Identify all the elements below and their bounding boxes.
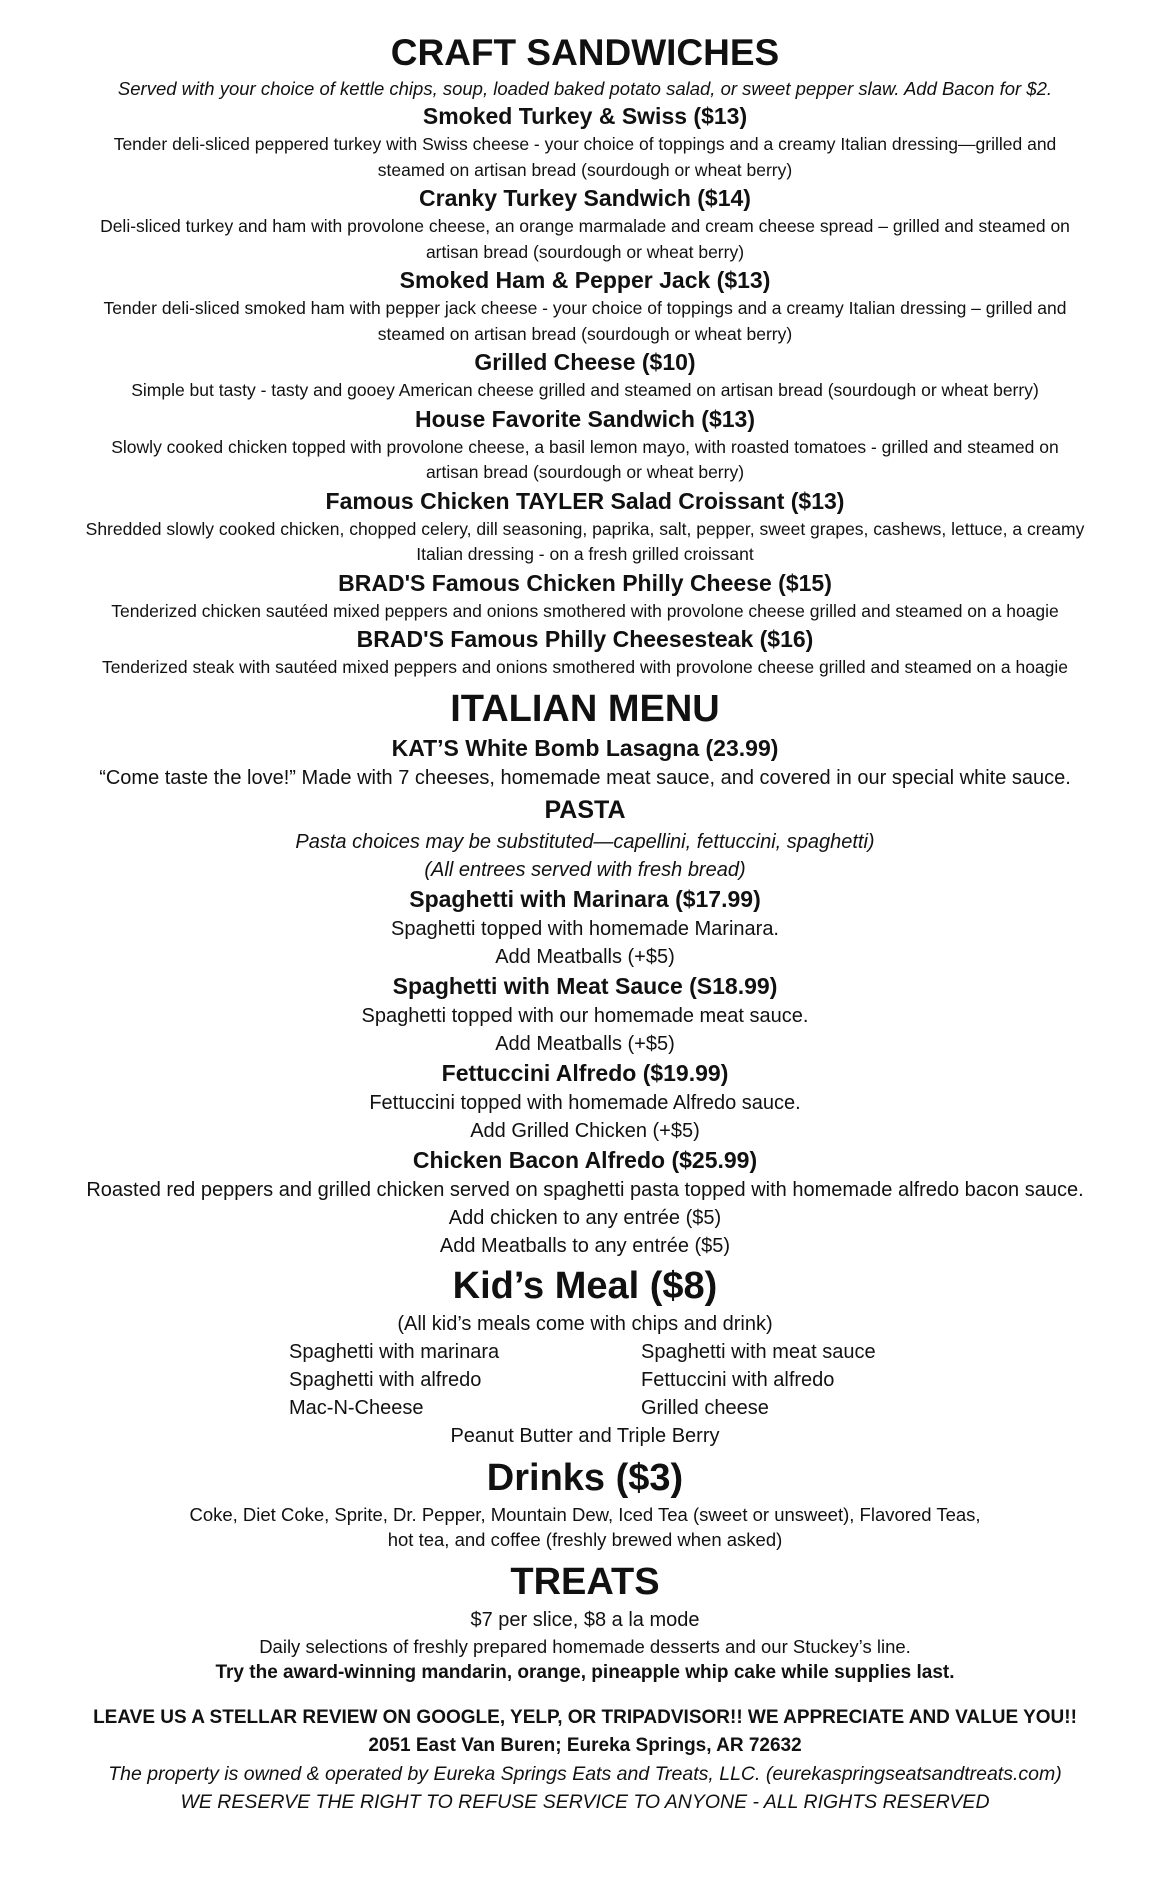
pasta-dish-line: Add Meatballs (+$5): [495, 1032, 675, 1055]
sandwich-description: artisan bread (sourdough or wheat berry): [425, 241, 745, 262]
treats-promo: Try the award-winning mandarin, orange, pineapple whip cake while supplies last.: [215, 1661, 955, 1683]
kids-option-last: Peanut Butter and Triple Berry: [450, 1424, 720, 1447]
kids-meal-note: (All kid’s meals come with chips and drink): [397, 1312, 773, 1335]
pasta-dish-line: Spaghetti topped with our homemade meat sauce.: [361, 1004, 809, 1027]
pasta-dish-line: Add Meatballs to any entrée ($5): [439, 1234, 731, 1257]
pasta-dish-line: Add chicken to any entrée ($5): [448, 1206, 722, 1229]
pasta-dish-name: Spaghetti with Marinara ($17.99): [409, 885, 761, 912]
pasta-dish-line: Add Grilled Chicken (+$5): [470, 1119, 700, 1142]
craft-sandwiches-list: [22, 101, 1148, 681]
sandwich-description: steamed on artisan bread (sourdough or wheat berry): [377, 159, 793, 180]
sandwich-description: steamed on artisan bread (sourdough or wheat berry): [377, 323, 793, 344]
pasta-dish-line: Roasted red peppers and grilled chicken served on spaghetti pasta topped with homemade alfredo bacon sauce.: [86, 1178, 1084, 1201]
sandwich-description: Tenderized steak with sautéed mixed peppers and onions smothered with provolone cheese grilled and steamed on a hoagie: [101, 657, 1069, 677]
sandwich-name: BRAD'S Famous Chicken Philly Cheese ($15): [338, 569, 832, 596]
sandwich-description: Italian dressing - on a fresh grilled croissant: [416, 544, 754, 564]
sandwich-description: artisan bread (sourdough or wheat berry): [425, 462, 745, 482]
ownership-notice: The property is owned & operated by Eureka Springs Eats and Treats, LLC. (eurekaspringseatsandtreats.com): [108, 1762, 1062, 1785]
sandwich-name: Grilled Cheese ($10): [474, 349, 696, 375]
treats-title: TREATS: [510, 1560, 660, 1603]
craft-sandwiches-title: CRAFT SANDWICHES: [390, 32, 780, 73]
pasta-dish-name: Fettuccini Alfredo ($19.99): [441, 1059, 729, 1086]
kids-meal-title: Kid’s Meal ($8): [452, 1264, 718, 1307]
treats-price: $7 per slice, $8 a la mode: [470, 1608, 700, 1631]
kids-option: Spaghetti with marinara: [289, 1340, 500, 1363]
sandwich-name: Smoked Turkey & Swiss ($13): [422, 103, 748, 129]
kids-option: Mac-N-Cheese: [289, 1396, 424, 1419]
sandwich-description: Tender deli-sliced peppered turkey with Swiss cheese - your choice of toppings and a creamy Italian dressing—grilled and: [113, 134, 1057, 154]
italian-menu-title: ITALIAN MENU: [450, 687, 720, 730]
kids-option: Spaghetti with meat sauce: [641, 1340, 876, 1363]
sandwich-name: Famous Chicken TAYLER Salad Croissant ($13): [325, 487, 845, 514]
lasagna-description: “Come taste the love!” Made with 7 cheeses, homemade meat sauce, and covered in our special white sauce.: [99, 766, 1071, 789]
sandwich-description: Shredded slowly cooked chicken, chopped celery, dill seasoning, paprika, salt, pepper, sweet grapes, cashews, lettuce, a creamy: [85, 518, 1085, 539]
pasta-dish-name: Spaghetti with Meat Sauce (S18.99): [392, 972, 778, 999]
drinks-line: hot tea, and coffee (freshly brewed when asked): [387, 1528, 783, 1550]
sandwich-name: Smoked Ham & Pepper Jack ($13): [399, 267, 771, 293]
sandwich-name: House Favorite Sandwich ($13): [415, 405, 755, 432]
sandwich-description: Deli-sliced turkey and ham with provolone cheese, an orange marmalade and cream cheese spread – grilled and steamed on: [100, 216, 1070, 236]
treats-description: Daily selections of freshly prepared homemade desserts and our Stuckey’s line.: [259, 1635, 911, 1657]
sandwich-description: Simple but tasty - tasty and gooey American cheese grilled and steamed on artisan bread (sourdough or wheat berry): [131, 380, 1039, 400]
lasagna-name: KAT’S White Bomb Lasagna (23.99): [391, 734, 779, 761]
sandwich-description: Tenderized chicken sautéed mixed peppers and onions smothered with provolone cheese grilled and steamed on a hoagie: [111, 600, 1059, 621]
pasta-note-substitutions: Pasta choices may be substituted—capellini, fettuccini, spaghetti): [295, 830, 875, 853]
rights-notice: WE RESERVE THE RIGHT TO REFUSE SERVICE TO ANYONE - ALL RIGHTS RESERVED: [180, 1790, 990, 1813]
sandwich-description: Slowly cooked chicken topped with provolone cheese, a basil lemon mayo, with roasted tomatoes - grilled and steamed on: [111, 436, 1059, 457]
pasta-note-bread: (All entrees served with fresh bread): [424, 858, 746, 881]
craft-sandwiches-subtitle: Served with your choice of kettle chips, soup, loaded baked potato salad, or sweet pepper slaw. Add Bacon for $2.: [117, 78, 1053, 99]
kids-option: Grilled cheese: [641, 1396, 769, 1419]
drinks-title: Drinks ($3): [486, 1456, 684, 1499]
pasta-dish-name: Chicken Bacon Alfredo ($25.99): [412, 1146, 758, 1173]
pasta-dish-list: [22, 884, 1148, 1260]
pasta-dish-line: Add Meatballs (+$5): [495, 945, 675, 968]
sandwich-description: Tender deli-sliced smoked ham with pepper jack cheese - your choice of toppings and a creamy Italian dressing – grilled and: [103, 298, 1067, 318]
address: 2051 East Van Buren; Eureka Springs, AR 72632: [368, 1734, 802, 1756]
pasta-dish-line: Spaghetti topped with homemade Marinara.: [390, 917, 779, 940]
sandwich-name: BRAD'S Famous Philly Cheesesteak ($16): [356, 626, 814, 652]
pasta-dish-line: Fettuccini topped with homemade Alfredo sauce.: [369, 1091, 801, 1114]
kids-option: Fettuccini with alfredo: [641, 1368, 835, 1391]
kids-meal-options: [229, 1338, 941, 1422]
pasta-title: PASTA: [544, 795, 626, 824]
sandwich-name: Cranky Turkey Sandwich ($14): [419, 185, 751, 211]
kids-option: Spaghetti with alfredo: [289, 1368, 482, 1391]
review-request: LEAVE US A STELLAR REVIEW ON GOOGLE, YELP, OR TRIPADVISOR!! WE APPRECIATE AND VALUE YOU!!: [93, 1706, 1077, 1728]
drinks-line: Coke, Diet Coke, Sprite, Dr. Pepper, Mountain Dew, Iced Tea (sweet or unsweet), Flavored Teas,: [189, 1503, 981, 1525]
